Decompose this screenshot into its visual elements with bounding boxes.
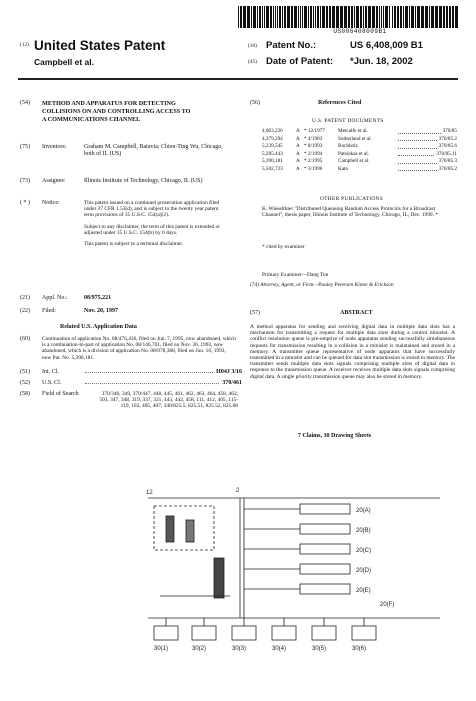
us-doc-class: 370/85.2 <box>438 165 457 172</box>
barcode <box>238 6 458 28</box>
barcode-bar <box>392 6 393 28</box>
barcode-bar <box>291 6 293 28</box>
us-doc-date: * 4/1983 <box>304 135 323 142</box>
us-doc-row <box>262 158 457 166</box>
node-box-4 <box>300 564 350 574</box>
abstract-code: (57) <box>250 310 260 316</box>
barcode-bar <box>317 6 319 28</box>
notice-text-1: This patent issued on a continued prosecution application filed under 37 CFR 1.53(d), and is subject to the twenty year patent term provisions of 35 U.S.C. 154(a)(2). <box>84 200 220 219</box>
references-heading: References Cited <box>318 100 362 106</box>
barcode-bar <box>259 6 261 28</box>
barcode-bar <box>405 6 408 28</box>
barcode-bar <box>329 6 331 28</box>
barcode-bar <box>389 6 390 28</box>
terminal-box-3 <box>232 626 256 640</box>
barcode-bar <box>336 6 339 28</box>
barcode-bar <box>372 6 375 28</box>
barcode-bar <box>282 6 283 28</box>
us-cl-field: (52) U.S. Cl. 370/461 <box>20 380 242 386</box>
barcode-bar <box>240 6 242 28</box>
us-doc-class: 370/85 <box>442 128 457 134</box>
us-doc-row <box>262 166 457 174</box>
field-of-search: (58) Field of Search 370/346, 349, 370/447, 448, 445, 461, 462, 463, 464, 458, 462, 503, 347, 348, 319, 337, 321, 443, 442, 458, 111, 412, 405, 115-119, 102, 405, 407; 340/825.5, 825.51, 825.52, 825.08 <box>20 391 238 410</box>
primary-examiner: Primary Examiner—Dang Ton <box>262 272 329 278</box>
us-doc-date: * 8/1993 <box>304 143 323 150</box>
continuation-field: (60) Continuation of application No. 08/476,436, filed on Jun. 7, 1995, now abandoned, which is a continuation-in-part of application No. 08/146,701, filed on Nov. 30, 1993, now abandoned, which is a division of application No. 08/078,388, filed on Jun. 16, 1993, now Pat. No. 5,390,181. <box>20 336 236 361</box>
ref-label-a3: 20(C) <box>356 548 372 554</box>
us-doc-kind: A <box>296 158 300 165</box>
barcode-bar <box>326 6 328 28</box>
us-doc-name: Sutherland et al. <box>338 135 372 142</box>
notice-field: ( * ) Notice: This patent issued on a continued prosecution application filed under 37 CFR 1.53(d), and is subject to the twenty year patent term provisions of 35 U.S.C. 154(a)(2). Subject to any disclaimer, the term of this patent is extended or adjusted under 35 U.S.C. 154(b) by 0 days. This patent is subject to a terminal disclaimer. <box>20 200 240 247</box>
barcode-bar <box>277 6 278 28</box>
barcode-bar <box>421 6 424 28</box>
barcode-bar <box>304 6 307 28</box>
us-doc-name: Campbell et al. <box>338 158 370 165</box>
hatched-block-2 <box>186 520 194 542</box>
assignee-value: Illinois Institute of Technology, Chicago, IL (US) <box>84 178 203 184</box>
assignee-field: (73) Assignee: Illinois Institute of Technology, Chicago, IL (US) <box>20 178 240 185</box>
appl-no-field: (21) Appl. No.: 08/975,221 <box>20 295 112 301</box>
ref-label-a6: 20(F) <box>380 602 395 608</box>
us-doc-date: * 2/1994 <box>304 150 323 157</box>
title-field: (54) METHOD AND APPARATUS FOR DETECTING COLLISIONS ON AND CONTROLLING ACCESS TO A COMMUNICATIONS CHANNEL <box>20 100 191 123</box>
claims-line: 7 Claims, 30 Drawing Sheets <box>298 433 372 439</box>
patent-no-code: (10) <box>248 43 257 49</box>
barcode-bar <box>279 6 281 28</box>
ref-label-top: 2 <box>236 488 240 494</box>
other-pubs-text: K. Wieselthier "Distributed Queueing Random Access Protocols for a Broadcast Channel", thesis paper, Illinois Institute of Technology, Chicago, IL, Dec. 1990. * <box>262 206 439 219</box>
inventor-short: Campbell et al. <box>34 57 94 67</box>
inventors-field: (75) Inventors: Graham M. Campbell, Batavia; Chien-Ting Wu, Chicago, both of IL (US) <box>20 144 223 158</box>
drawing-svg <box>140 446 460 696</box>
barcode-bar <box>429 6 430 28</box>
barcode-bar <box>257 6 258 28</box>
barcode-bar <box>340 6 343 28</box>
ref-label-b3: 30(3) <box>232 646 247 652</box>
node-box-5 <box>300 584 350 594</box>
barcode-bar <box>397 6 399 28</box>
barcode-bar <box>332 6 335 28</box>
us-doc-kind: A <box>296 165 300 172</box>
notice-text-2: Subject to any disclaimer, the term of this patent is extended or adjusted under 35 U.S.C. 154(b) by 0 days. <box>84 223 221 236</box>
barcode-bar <box>287 6 290 28</box>
notice-text-3: This patent is subject to a terminal disclaimer. <box>84 241 184 248</box>
barcode-bar <box>266 6 269 28</box>
terminal-box-5 <box>312 626 336 640</box>
other-pubs-heading: OTHER PUBLICATIONS <box>320 196 384 202</box>
barcode-bar <box>363 6 364 28</box>
abstract-heading: ABSTRACT <box>340 310 373 316</box>
ref-label-a1: 20(A) <box>356 508 371 514</box>
barcode-bar <box>439 6 442 28</box>
barcode-bar <box>443 6 445 28</box>
us-doc-kind: A <box>296 135 300 142</box>
barcode-bar <box>298 6 299 28</box>
terminal-box-6 <box>352 626 376 640</box>
us-doc-row <box>262 143 457 151</box>
barcode-bar <box>348 6 350 28</box>
barcode-bar <box>383 6 384 28</box>
us-doc-number: 5,239,545 <box>262 143 283 150</box>
barcode-bar <box>452 6 454 28</box>
invention-title: METHOD AND APPARATUS FOR DETECTING COLLISIONS ON AND CONTROLLING ACCESS TO A COMMUNICATIONS CHANNEL <box>42 100 191 123</box>
dashed-region <box>154 506 214 550</box>
hatched-block-3 <box>214 558 224 598</box>
barcode-bar <box>356 6 359 28</box>
attorney: (74) Attorney, Agent, or Firm—Pauley Petersen Kinne & Erickson <box>250 282 394 288</box>
barcode-bar <box>365 6 367 28</box>
us-doc-kind: A <box>296 143 300 150</box>
us-doc-date: * 3/1996 <box>304 165 323 172</box>
barcode-bar <box>253 6 256 28</box>
us-doc-class: 370/85.2 <box>438 135 457 142</box>
patent-number: US 6,408,009 B1 <box>350 40 423 51</box>
barcode-bar <box>262 6 263 28</box>
us-doc-name: Buchholz <box>338 143 358 150</box>
barcode-bar <box>238 6 239 28</box>
date-code: (45) <box>248 59 257 65</box>
ref-label-b4: 30(4) <box>272 646 287 652</box>
us-doc-number: 5,390,181 <box>262 158 283 165</box>
us-doc-kind: A <box>296 128 300 134</box>
terminal-box-2 <box>192 626 216 640</box>
us-docs-list <box>262 128 457 173</box>
node-box-2 <box>300 524 350 534</box>
barcode-bar <box>294 6 297 28</box>
barcode-bar <box>449 6 451 28</box>
barcode-bar <box>315 6 316 28</box>
abstract-text: A method apparatus for sending and receiving digital data in multiple data slots has a mechanism for transmitting a request for multiple data slots during a control minislot. A conflict resolution queue is pre-emptive of node apparatus sending successfully simultaneous requests for transmission resulting in a collision in a minislot is maintained and stored in a memory. A transmitter queue representative of node apparatus that have successfully transmitted in a minislot and can be queued for data slot transmission is stored in memory. The transmitter sends multiple data slots signals comprising multiple slots of digital data in response to the transmission queue. A receiver receives multiple data slots signals comprising digital data. A single priority transmission queue may also be stored in memory. <box>250 324 455 380</box>
barcode-bar <box>313 6 314 28</box>
barcode-bar <box>302 6 303 28</box>
barcode-bar <box>243 6 246 28</box>
barcode-number: US006408009B1 <box>333 28 387 35</box>
us-doc-number: 5,502,723 <box>262 165 283 172</box>
barcode-bar <box>284 6 286 28</box>
us-docs-heading: U.S. PATENT DOCUMENTS <box>312 118 384 124</box>
field-of-search-value: 370/346, 349, 370/447, 448, 445, 461, 462, 463, 464, 458, 462, 503, 347, 348, 319, 337, 321, 443, 442, 458, 111, 412, 405, 115-119, 102, 405, 407; 340/825.5, 825.51, 825.52, 825.08 <box>99 391 238 410</box>
terminal-box-1 <box>154 626 178 640</box>
filed-value: Nov. 20, 1997 <box>84 308 119 314</box>
barcode-bar <box>411 6 414 28</box>
ref-label-b6: 30(6) <box>352 646 367 652</box>
barcode-bar <box>322 6 325 28</box>
barcode-bar <box>264 6 265 28</box>
barcode-bar <box>273 6 274 28</box>
us-doc-class: 370/85.11 <box>436 150 457 157</box>
barcode-bar <box>400 6 402 28</box>
us-doc-number: 4,379,294 <box>262 135 283 142</box>
representative-drawing <box>140 446 460 696</box>
barcode-bar <box>270 6 272 28</box>
us-doc-name: Patsiokas et al. <box>338 150 369 157</box>
ref-label-b1: 30(1) <box>154 646 169 652</box>
barcode-bar <box>417 6 420 28</box>
barcode-bar <box>351 6 353 28</box>
barcode-bar <box>360 6 362 28</box>
date-label: Date of Patent: <box>266 56 334 67</box>
barcode-bar <box>310 6 312 28</box>
us-doc-row <box>262 151 457 159</box>
filed-field: (22) Filed: Nov. 20, 1997 <box>20 308 119 314</box>
us-doc-number: 5,285,443 <box>262 150 283 157</box>
us-doc-date: * 12/1977 <box>304 128 325 134</box>
barcode-bar <box>247 6 250 28</box>
barcode-bar <box>300 6 301 28</box>
barcode-bar <box>368 6 371 28</box>
patent-no-label: Patent No.: <box>266 40 317 51</box>
appl-no-value: 08/975,221 <box>84 295 112 301</box>
barcode-bar <box>354 6 355 28</box>
node-box-3 <box>300 544 350 554</box>
related-heading: Related U.S. Application Data <box>60 324 137 330</box>
barcode-bar <box>344 6 347 28</box>
barcode-bar <box>381 6 382 28</box>
barcode-bar <box>403 6 404 28</box>
us-doc-row <box>262 128 457 136</box>
header-rule <box>18 78 458 80</box>
barcode-bar <box>251 6 252 28</box>
barcode-bar <box>394 6 396 28</box>
hatched-block-1 <box>166 516 174 542</box>
int-cl-field: (51) Int. Cl. H04J 3/16 <box>20 369 242 375</box>
us-doc-number: 4,063,220 <box>262 128 283 134</box>
barcode-bar <box>431 6 434 28</box>
barcode-bar <box>446 6 448 28</box>
ref-label-n1: 12 <box>146 490 153 496</box>
barcode-bar <box>455 6 458 28</box>
terminal-box-4 <box>272 626 296 640</box>
patent-date: *Jun. 18, 2002 <box>350 56 413 67</box>
us-doc-name: Metcalfe et al. <box>338 128 368 134</box>
us-doc-name: Kato <box>338 165 349 172</box>
ref-label-b5: 30(5) <box>312 646 327 652</box>
node-box-1 <box>300 504 350 514</box>
barcode-bar <box>409 6 410 28</box>
us-doc-class: 370/85.3 <box>438 158 457 165</box>
inventors-value: Graham M. Campbell, Batavia; Chien-Ting Wu, Chicago, both of IL (US) <box>84 144 223 158</box>
references-code: (56) <box>250 100 260 106</box>
cited-note: * cited by examiner <box>262 244 305 250</box>
us-doc-row <box>262 136 457 144</box>
continuation-text: Continuation of application No. 08/476,436, filed on Jun. 7, 1995, now abandoned, which is a continuation-in-part of application No. 08/146,701, filed on Nov. 30, 1993, now abandoned, which is a division of application No. 08/078,388, filed on Jun. 16, 1993, now Pat. No. 5,390,181. <box>42 336 236 361</box>
barcode-bar <box>379 6 380 28</box>
ref-label-a2: 20(B) <box>356 528 371 534</box>
us-doc-date: * 2/1995 <box>304 158 323 165</box>
ref-label-a5: 20(E) <box>356 588 371 594</box>
barcode-graphic <box>238 6 458 28</box>
barcode-bar <box>385 6 388 28</box>
barcode-bar <box>376 6 378 28</box>
country-code: (12) <box>20 42 29 48</box>
us-doc-class: 370/85.6 <box>438 143 457 150</box>
barcode-bar <box>425 6 428 28</box>
patent-title: United States Patent <box>34 38 166 53</box>
barcode-bar <box>320 6 321 28</box>
us-doc-kind: A <box>296 150 300 157</box>
ref-label-b2: 30(2) <box>192 646 207 652</box>
barcode-bar <box>415 6 416 28</box>
ref-label-a4: 20(D) <box>356 568 372 574</box>
barcode-bar <box>275 6 276 28</box>
barcode-bar <box>435 6 438 28</box>
barcode-bar <box>308 6 309 28</box>
